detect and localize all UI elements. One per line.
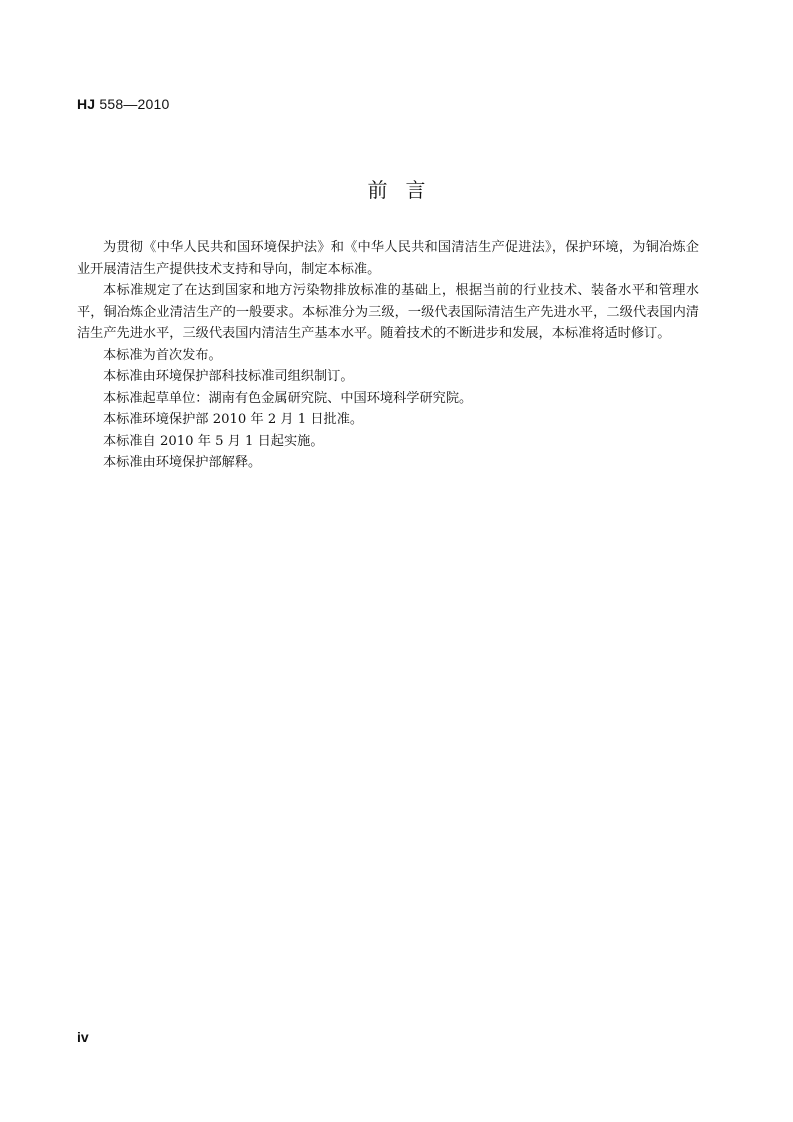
paragraph-first-release: 本标准为首次发布。: [103, 347, 222, 363]
standard-number: 558—2010: [95, 96, 170, 112]
standard-code-header: [77, 96, 170, 112]
standard-prefix: HJ: [77, 96, 96, 112]
paragraph-purpose: 为贯彻《中华人民共和国环境保护法》和《中华人民共和国清洁生产促进法》，保护环境，为铜冶炼企业开展清洁生产提供技术支持和导向，制定本标准。: [77, 240, 699, 277]
paragraph-interpretation: 本标准由环境保护部解释。: [103, 455, 262, 470]
paragraph-organizer: 本标准由环境保护部科技标准司组织制订。: [103, 369, 354, 384]
paragraph-effective-date: 本标准自 2010 年 5 月 1 日起实施。: [103, 433, 324, 449]
paragraph-scope: 本标准规定了在达到国家和地方污染物排放标准的基础上，根据当前的行业技术、装备水平和管理水平，铜冶炼企业清洁生产的一般要求。本标准分为三级，一级代表国际清洁生产先进水平，二级代表国内清洁生产先进水平，三级代表国内清洁生产基本水平。随着技术的不断进步和发展，本标准将适时修订。: [77, 283, 699, 341]
paragraph-approval-date: 本标准环境保护部 2010 年 2 月 1 日批准。: [103, 412, 364, 427]
page-number: iv: [77, 1029, 89, 1045]
page-title: 前言: [367, 178, 444, 202]
foreword-body: [77, 237, 699, 474]
paragraph-drafting-units: 本标准起草单位：湖南有色金属研究院、中国环境科学研究院。: [103, 390, 473, 406]
